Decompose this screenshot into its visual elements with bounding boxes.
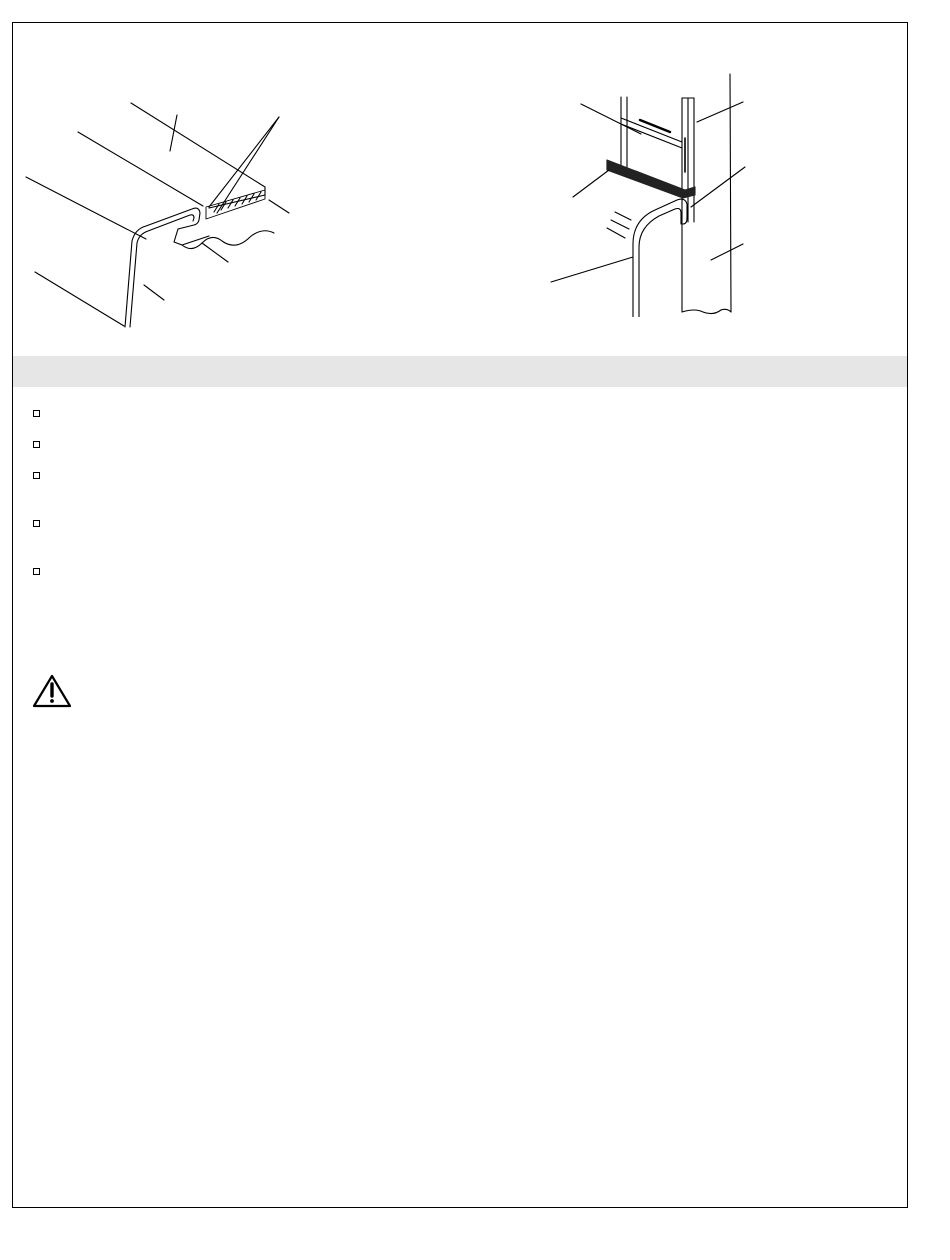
wall-channel-trim-icon — [545, 72, 775, 317]
section-heading-band — [13, 356, 907, 387]
checkbox-icon[interactable] — [33, 472, 40, 479]
checklist-item — [33, 518, 54, 530]
countertop-edge-cross-section-icon — [14, 95, 314, 335]
checklist-item — [33, 566, 54, 578]
checklist-item — [33, 408, 54, 420]
checkbox-icon[interactable] — [33, 520, 40, 527]
checkbox-icon[interactable] — [33, 568, 40, 575]
checkbox-icon[interactable] — [33, 410, 40, 417]
checklist-item — [33, 439, 54, 451]
checklist-item — [33, 470, 54, 482]
warning-triangle-icon — [32, 674, 72, 708]
checkbox-icon[interactable] — [33, 441, 40, 448]
